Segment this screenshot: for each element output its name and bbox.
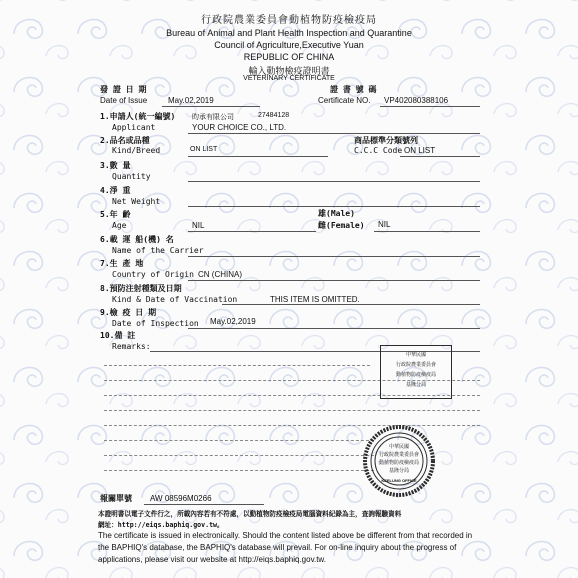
certificate-title-zh: 輸入動物檢疫證明書 (248, 67, 330, 77)
kind-label-zh: 2.品名或品種 (100, 136, 150, 145)
origin-label: Country of Origin (112, 270, 194, 279)
notice-en: The certificate is issued in electronically. Should the content listed above be different from that recorded in the BAPHIQ's database, the BAPHIQ's database will prevail. For on-line inquiry about the progress of applications, please visit our website at http://eiqs.baphiq.gov.tw. (98, 531, 473, 564)
cert-number-value: VP402080388106 (384, 96, 449, 105)
age-value: NIL (192, 221, 205, 230)
applicant-name-en: YOUR CHOICE CO., LTD. (192, 123, 287, 132)
quantity-label-zh: 3.數 量 (100, 161, 131, 170)
origin-value: CN (CHINA) (198, 270, 242, 279)
carrier-label: Name of the Carrier (112, 246, 204, 255)
applicant-label-zh: 1.申請人(統一編號) (100, 112, 176, 121)
agency-name-en: Bureau of Animal and Plant Health Inspection and Quarantine (166, 28, 412, 38)
quantity-label: Quantity (112, 172, 151, 181)
age-label-zh: 5.年 齡 (100, 210, 131, 219)
remarks-label-zh: 10.備 註 (100, 331, 136, 340)
weight-label: Net Weight (112, 197, 161, 206)
official-round-seal: 中華民國 行政院農業委員會 動植物防疫檢疫局 基隆分局 KEELUNG OFFICE (362, 424, 436, 498)
kind-label: Kind/Breed (112, 146, 161, 155)
carrier-label-zh: 6.載 運 船(機) 名 (100, 235, 174, 244)
kind-value: ON LIST (190, 146, 218, 153)
notice-zh-line2: 網址：http://eiqs.baphiq.gov.tw。 (98, 521, 224, 529)
declaration-number: AW 08596M0266 (150, 494, 212, 503)
inspection-label-zh: 9.檢 疫 日 期 (100, 308, 157, 317)
inspection-date-value: May.02,2019 (210, 317, 256, 326)
cert-number-label: Certificate NO. (318, 96, 371, 105)
age-label: Age (112, 221, 127, 230)
vaccination-value: THIS ITEM IS OMITTED. (270, 295, 360, 304)
country-name: REPUBLIC OF CHINA (243, 52, 335, 62)
issue-date-label-zh: 發 證 日 期 (100, 85, 147, 94)
notice-zh-line1: 本證明書以電子文件行之，所載內容若有不符處，以動植物防疫檢疫局電腦資料紀錄為主，查詢報驗資料 (98, 510, 402, 518)
applicant-name-zh: 昀承有限公司 (192, 113, 234, 121)
weight-label-zh: 4.淨 重 (100, 186, 131, 195)
agency-name-zh: 行政院農業委員會動植物防疫檢疫局 (201, 15, 377, 26)
certificate-title-en: VETERINARY CERTIFICATE (243, 75, 335, 82)
sex-value: NIL (378, 220, 391, 229)
cert-number-label-zh: 證 書 號 碼 (330, 85, 377, 94)
female-label: 雌(Female) (318, 221, 365, 230)
office-seal-small: 中華民國 行政院農業委員會 動植物防疫檢疫局 基隆分局 (380, 345, 452, 399)
inspection-label: Date of Inspection (112, 319, 199, 328)
applicant-label: Applicant (112, 123, 156, 132)
issue-date-label: Date of Issue (100, 96, 148, 105)
ccc-label: C.C.C Code (354, 146, 403, 155)
remarks-label: Remarks: (112, 342, 151, 351)
declaration-label-zh: 報關單號 (100, 494, 132, 503)
vaccination-label: Kind & Date of Vaccination (112, 295, 238, 304)
applicant-id: 27484128 (258, 112, 290, 119)
origin-label-zh: 7.生 產 地 (100, 259, 144, 268)
male-label: 雄(Male) (318, 209, 355, 218)
ccc-value: ON LIST (404, 146, 436, 155)
ccc-label-zh: 商品標準分類號列 (354, 136, 418, 145)
vaccination-label-zh: 8.預防注射種類及日期 (100, 284, 182, 293)
issue-date-value: May.02,2019 (168, 96, 214, 105)
council-name: Council of Agriculture,Executive Yuan (214, 40, 364, 50)
